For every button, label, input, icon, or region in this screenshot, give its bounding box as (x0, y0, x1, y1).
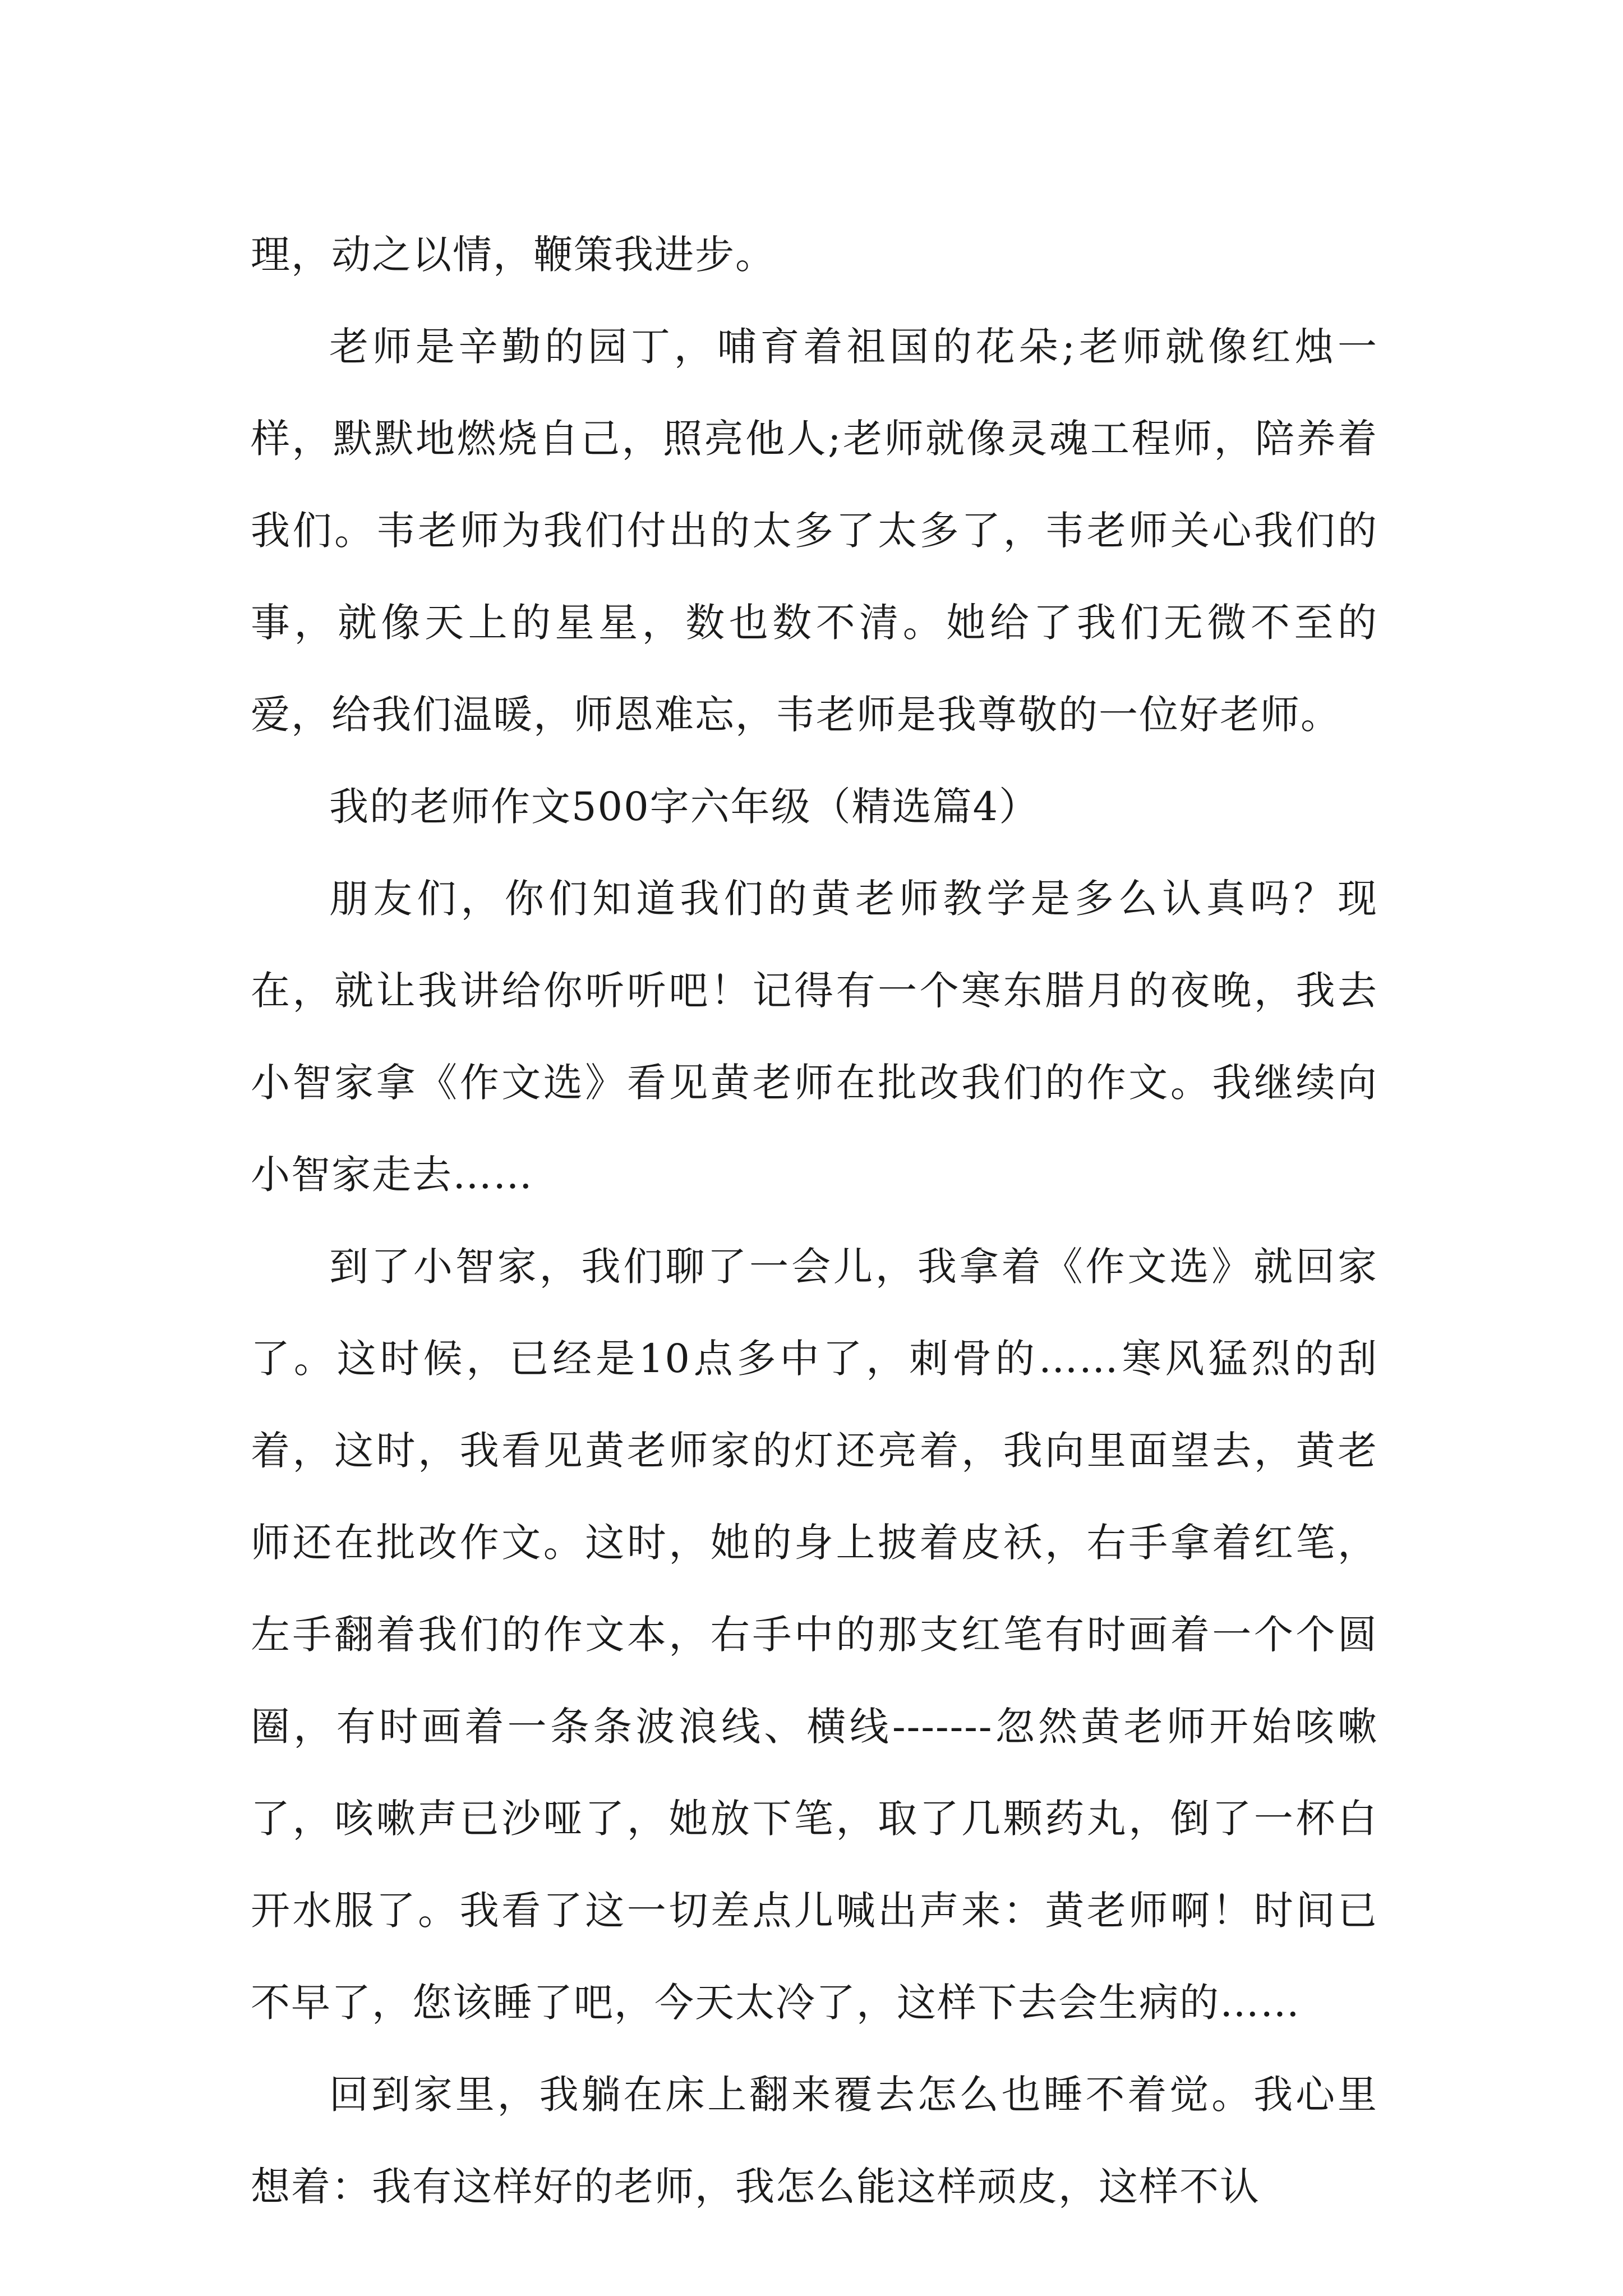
paragraph-continuation: 理，动之以情，鞭策我进步。 (251, 232, 776, 278)
section-heading: 我的老师作文500字六年级（精选篇4） (329, 784, 1040, 830)
paragraph-reflection: 回到家里，我躺在床上翻来覆去怎么也睡不着觉。我心里想着：我有这样好的老师，我怎么能这样顽皮，这样不认 (251, 2072, 1378, 2210)
document-body (251, 209, 1378, 2233)
paragraph-night-scene: 到了小智家，我们聊了一会儿，我拿着《作文选》就回家了。这时候，已经是10点多中了，刺骨的……寒风猛烈的刮着，这时，我看见黄老师家的灯还亮着，我向里面望去，黄老师还在批改作文。这时，她的身上披着皮袄，右手拿着红笔，左手翻着我们的作文本，右手中的那支红笔有时画着一个个圆圈，有时画着一条条波浪线、横线-------忽然黄老师开始咳嗽了，咳嗽声已沙哑了，她放下笔，取了几颗药丸，倒了一杯白开水服了。我看了这一切差点儿喊出声来：黄老师啊！时间已不早了，您该睡了吧，今天太冷了，这样下去会生病的…… (251, 1244, 1378, 2026)
paragraph-intro: 朋友们，你们知道我们的黄老师教学是多么认真吗？现在，就让我讲给你听听吧！记得有一个寒东腊月的夜晚，我去小智家拿《作文选》看见黄老师在批改我们的作文。我继续向小智家走去…… (251, 876, 1378, 1198)
paragraph-teacher-metaphors: 老师是辛勤的园丁，哺育着祖国的花朵;老师就像红烛一样，默默地燃烧自己，照亮他人;老师就像灵魂工程师，陪养着我们。韦老师为我们付出的太多了太多了，韦老师关心我们的事，就像天上的星星，数也数不清。她给了我们无微不至的爱，给我们温暖，师恩难忘，韦老师是我尊敬的一位好老师。 (251, 324, 1378, 738)
